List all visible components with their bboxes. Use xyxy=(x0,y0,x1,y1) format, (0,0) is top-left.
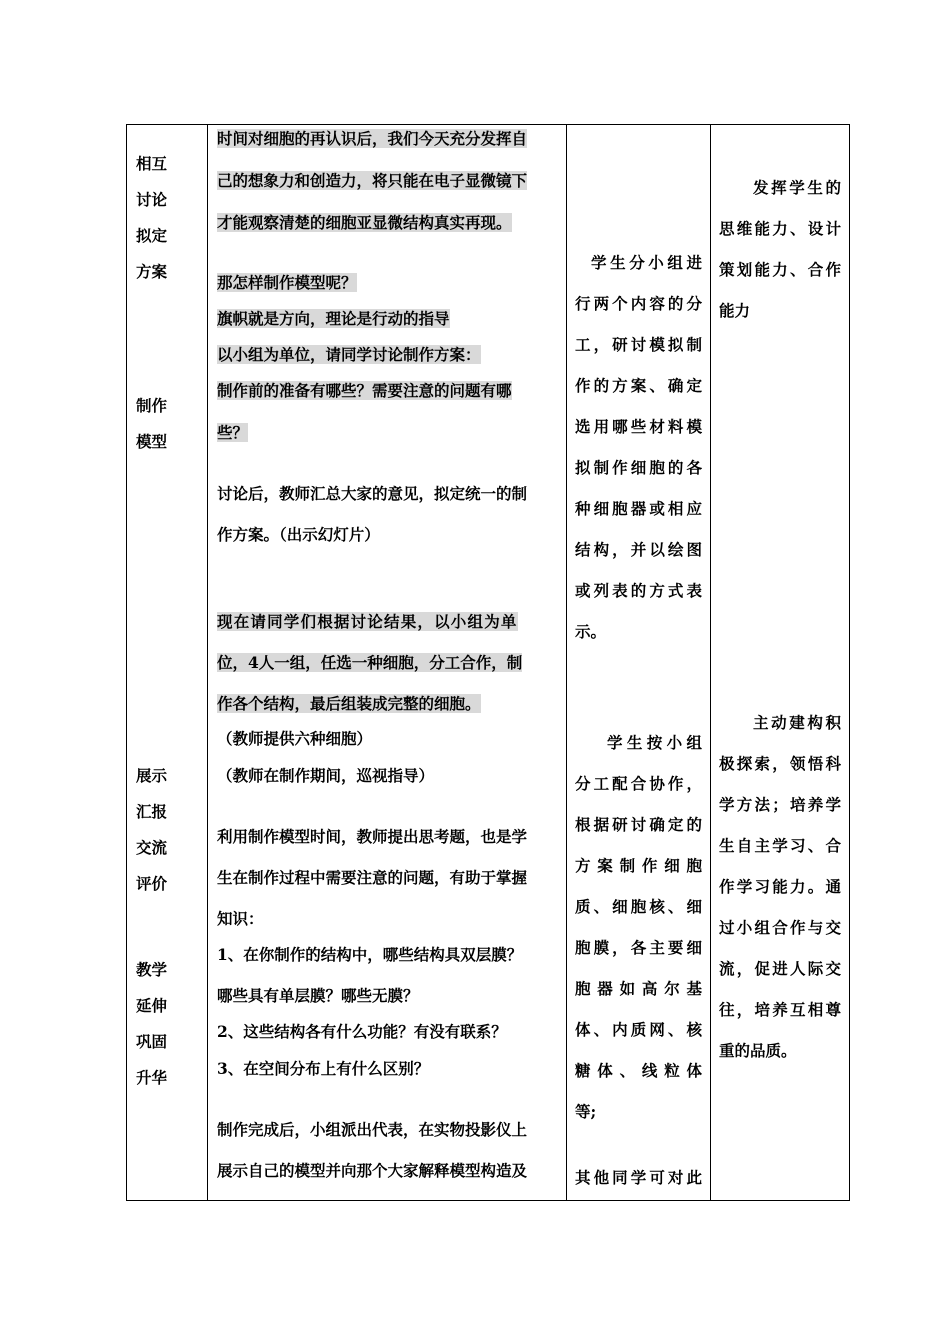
student-activity-discuss: 学生分小组进 行两个内容的分 工，研讨模拟制 作的方案、确定 选用哪些材料模 拟制作细胞的各 种细胞器或相应 结构，并以绘图 或列表的方式表 示。 xyxy=(575,253,702,641)
thinking-question: 2、这些结构各有什么功能？有没有联系？ xyxy=(217,1022,507,1041)
teacher-text-line: 生在制作过程中需要注意的问题，有助于掌握 xyxy=(217,868,528,887)
student-activity-evaluate: 其他同学可对此 xyxy=(575,1168,702,1187)
teacher-text-line: 旗帜就是方向，理论是行动的指导 xyxy=(217,309,450,328)
teacher-note: （教师在制作期间，巡视指导） xyxy=(217,766,435,785)
teacher-text-line: 展示自己的模型并向那个大家解释模型构造及 xyxy=(217,1161,528,1180)
design-intent-thinking: 发挥学生的 思维能力、设计 策划能力、合作 能力 xyxy=(719,178,841,320)
lesson-plan-table xyxy=(126,124,850,1201)
teacher-question: 制作前的准备有哪些？需要注意的问题有哪 xyxy=(217,381,512,400)
thinking-question: 3、在空间分布上有什么区别？ xyxy=(217,1059,430,1078)
teacher-question: 那怎样制作模型呢？ xyxy=(217,273,357,292)
teacher-text-line: 位，4人一组，任选一种细胞，分工合作，制 xyxy=(217,653,523,672)
teacher-text-line: 己的想象力和创造力，将只能在电子显微镜下 xyxy=(217,171,528,190)
teacher-text-line: 作各个结构，最后组装成完整的细胞。 xyxy=(217,694,481,713)
teacher-text-line: 现在请同学们根据讨论结果，以小组为单 xyxy=(217,612,518,631)
table-row xyxy=(127,125,850,1201)
student-activity-column xyxy=(567,125,711,1201)
design-intent-cooperation: 主动建构积 极探索，领悟科 学方法；培养学 生自主学习、合 作学习能力。通 过小组合作与交 流，促进人际交 往，培养互相尊 重的品质。 xyxy=(719,713,841,1060)
stage-extend-consolidate: 教学 延伸 巩固 升华 xyxy=(136,960,168,1087)
thinking-question: 哪些具有单层膜？哪些无膜？ xyxy=(217,986,419,1005)
design-intent-column xyxy=(711,125,850,1201)
thinking-question: 1、在你制作的结构中，哪些结构具双层膜？ xyxy=(217,945,523,964)
teacher-text-line: 才能观察清楚的细胞亚显微结构真实再现。 xyxy=(217,213,512,232)
teacher-note: （教师提供六种细胞） xyxy=(217,729,373,748)
stage-present-evaluate: 展示 汇报 交流 评价 xyxy=(136,766,168,893)
teacher-text-line: 时间对细胞的再认识后，我们今天充分发挥自 xyxy=(217,129,528,148)
teacher-text-line: 知识： xyxy=(217,909,264,928)
teacher-text-line: 作方案。（出示幻灯片） xyxy=(217,525,380,544)
teacher-text-line: 讨论后，教师汇总大家的意见，拟定统一的制 xyxy=(217,484,528,503)
stage-discuss-plan: 相互 讨论 拟定 方案 xyxy=(136,154,168,281)
teacher-text-line: 制作完成后，小组派出代表，在实物投影仪上 xyxy=(217,1120,528,1139)
stage-column xyxy=(127,125,208,1201)
teacher-text-line: 以小组为单位，请同学讨论制作方案： xyxy=(217,345,481,364)
stage-make-model: 制作 模型 xyxy=(136,396,168,451)
teacher-question: 些？ xyxy=(217,423,249,442)
student-activity-make: 学生按小组 分工配合协作， 根据研讨确定的 方案制作细胞 质、细胞核、细 胞膜，各主要细 胞器如高尔基 体、内质网、核 糖体、线粒体 等; xyxy=(575,733,702,1121)
teacher-text-line: 利用制作模型时间，教师提出思考题，也是学 xyxy=(217,827,528,846)
teacher-activity-column xyxy=(208,125,567,1201)
